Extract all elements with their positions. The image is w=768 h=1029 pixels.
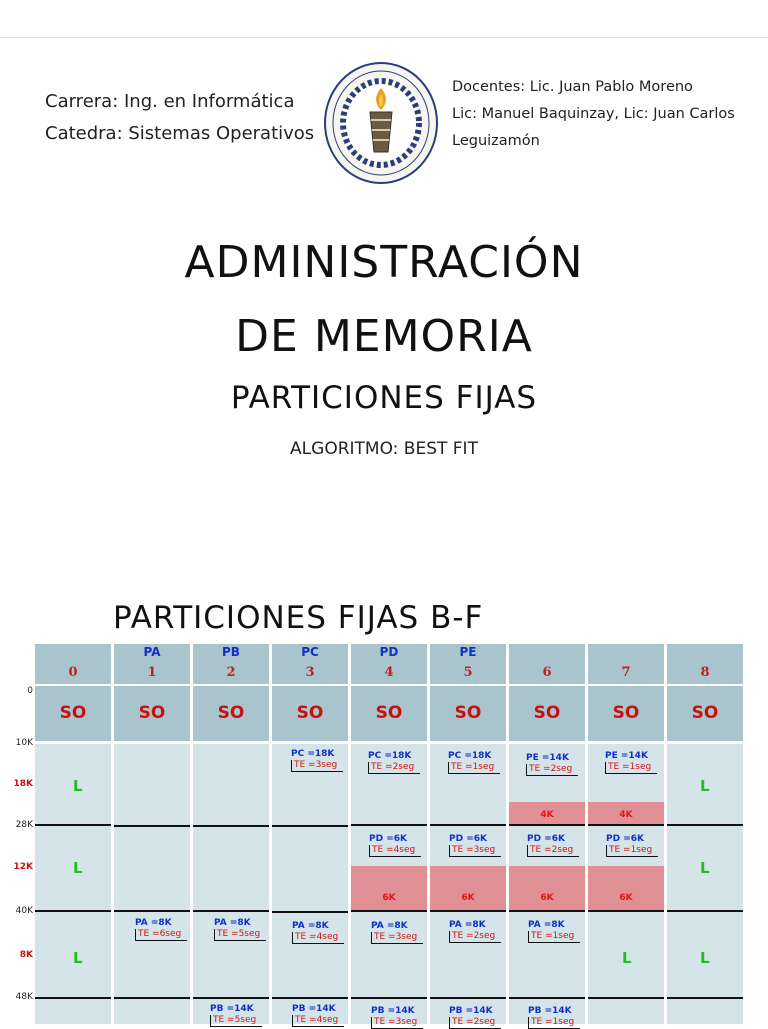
boundary-line [351,910,427,912]
title-line-1: ADMINISTRACIÓN [184,237,584,288]
column-header-7: 7 [588,644,664,684]
process-label: PD =6K TE =4seg [369,834,421,857]
career-label: Carrera: Ing. en Informática [45,91,295,112]
top-divider [0,37,768,38]
column-header-3: PC 3 [272,644,348,684]
memory-column-2 [193,744,269,1024]
process-label: PA =8K TE =6seg [135,918,187,941]
boundary-line [272,825,348,827]
boundary-line [193,997,269,999]
fragment-6k-col5: 6K [430,866,506,910]
boundary-line [272,911,348,913]
boundary-line [193,825,269,827]
so-cell-2: SO [193,686,269,741]
process-label: PA =8K TE =4seg [292,921,344,944]
boundary-line [114,910,190,912]
process-label: PB =14K TE =4seg [292,1004,344,1027]
so-cell-6: SO [509,686,585,741]
process-label: PB =14K TE =5seg [210,1004,262,1027]
free-marker: L [622,949,632,967]
free-marker: L [73,777,83,795]
boundary-line [35,910,111,912]
teachers-line-3: Leguizamón [452,133,540,149]
boundary-line [667,997,743,999]
process-label: PC =18K TE =3seg [291,749,343,772]
process-label: PA =8K TE =5seg [214,918,266,941]
process-label: PE =14K TE =2seg [526,753,578,776]
boundary-line [667,824,743,826]
process-label: PD =6K TE =3seg [449,834,501,857]
boundary-line [193,910,269,912]
university-seal-logo [322,60,440,186]
axis-size-8k: 8K [19,950,33,960]
boundary-line [588,997,664,999]
fragment-6k-col6: 6K [509,866,585,910]
boundary-line [430,910,506,912]
algorithm-label: ALGORITMO: BEST FIT [290,439,478,459]
boundary-line [35,997,111,999]
fragment-6k-col7: 6K [588,866,664,910]
boundary-line [588,824,664,826]
process-label: PA =8K TE =3seg [371,921,423,944]
title-line-2: DE MEMORIA [235,311,533,362]
boundary-line [351,997,427,999]
so-cell-5: SO [430,686,506,741]
process-label: PC =18K TE =2seg [368,751,420,774]
so-cell-1: SO [114,686,190,741]
free-marker: L [73,949,83,967]
axis-size-12k: 12K [13,862,33,872]
axis-label-10k: 10K [15,738,33,748]
column-header-1: PA 1 [114,644,190,684]
so-cell-8: SO [667,686,743,741]
process-label: PB =14K TE =2seg [449,1006,501,1029]
process-label: PA =8K TE =2seg [449,920,501,943]
free-marker: L [73,859,83,877]
boundary-line [430,997,506,999]
column-header-5: PE 5 [430,644,506,684]
free-marker: L [700,949,710,967]
memory-column-3 [272,744,348,1024]
boundary-line [667,910,743,912]
free-marker: L [700,777,710,795]
process-label: PE =14K TE =1seg [605,751,657,774]
so-cell-7: SO [588,686,664,741]
boundary-line [509,997,585,999]
process-label: PD =6K TE =1seg [606,834,658,857]
boundary-line [114,997,190,999]
process-label: PD =6K TE =2seg [527,834,579,857]
teachers-line-1: Docentes: Lic. Juan Pablo Moreno [452,79,693,95]
teachers-line-2: Lic: Manuel Baquinzay, Lic: Juan Carlos [452,106,735,122]
memory-column-1 [114,744,190,1024]
column-header-0: 0 [35,644,111,684]
boundary-line [509,824,585,826]
boundary-line [114,825,190,827]
subtitle: PARTICIONES FIJAS [230,380,538,416]
axis-label-0: 0 [27,686,33,696]
fragment-4k-col7: 4K [588,802,664,824]
boundary-line [588,910,664,912]
axis-label-40k: 40K [15,906,33,916]
column-header-4: PD 4 [351,644,427,684]
section-title: PARTICIONES FIJAS B-F [113,600,484,636]
so-cell-0: SO [35,686,111,741]
so-cell-4: SO [351,686,427,741]
free-marker: L [700,859,710,877]
process-label: PA =8K TE =1seg [528,920,580,943]
fragment-4k-col6: 4K [509,802,585,824]
subject-label: Catedra: Sistemas Operativos [45,123,315,144]
process-label: PC =18K TE =1seg [448,751,500,774]
boundary-line [272,997,348,999]
axis-label-48k: 48K [15,992,33,1002]
boundary-line [509,910,585,912]
fragment-6k-col4: 6K [351,866,427,910]
boundary-line [430,824,506,826]
so-cell-3: SO [272,686,348,741]
boundary-line [351,824,427,826]
column-header-6: 6 [509,644,585,684]
course-info [45,86,314,150]
boundary-line [35,824,111,826]
process-label: PB =14K TE =3seg [371,1006,423,1029]
column-header-8: 8 [667,644,743,684]
teachers-info [452,74,752,155]
axis-label-28k: 28K [15,820,33,830]
process-label: PB =14K TE =1seg [528,1006,580,1029]
axis-size-18k: 18K [13,779,33,789]
column-header-2: PB 2 [193,644,269,684]
